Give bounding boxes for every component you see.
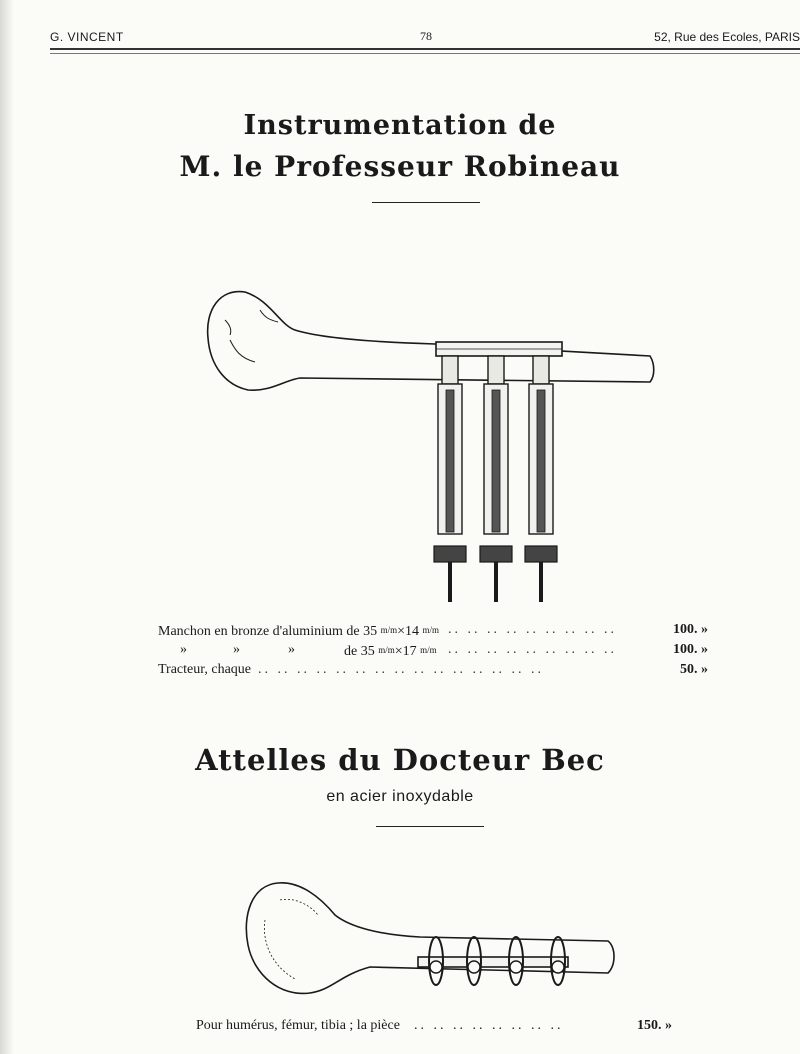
bone-clamp-illustration <box>200 280 660 610</box>
splint-price: 150. » <box>637 1018 672 1033</box>
item3-desc: Tracteur, chaque <box>158 662 251 677</box>
price-row-3 <box>158 660 708 680</box>
clamp-tractor <box>480 356 512 602</box>
clamp-group <box>434 356 557 602</box>
header-rule <box>50 48 800 54</box>
section1-title-line2: M. le Professeur Robineau <box>179 150 621 183</box>
leader-dots: .. .. .. .. .. .. .. .. .. <box>448 622 617 637</box>
item1-price: 100. » <box>673 622 708 637</box>
leader-dots: .. .. .. .. .. .. .. .. .. .. .. .. .. .. .. <box>258 662 544 677</box>
clamp-tractor <box>525 356 557 602</box>
clamp-tractor <box>434 356 466 602</box>
publisher-address: 52, Rue des Ecoles, PARIS <box>654 30 800 44</box>
page-number: 78 <box>420 29 432 43</box>
item2-unit2: m/m <box>420 645 437 655</box>
item2-price: 100. » <box>673 642 708 657</box>
ditto-mark: » <box>180 642 187 657</box>
section2-title: Attelles du Docteur Bec <box>195 743 605 777</box>
section1-divider <box>372 202 480 203</box>
price-row-1 <box>158 620 708 640</box>
ditto-mark: » <box>233 642 240 657</box>
item2-unit1: m/m <box>378 645 395 655</box>
section2-price-row <box>196 1016 672 1036</box>
item1-unit1: m/m <box>380 625 398 635</box>
item1-unit2: m/m <box>422 625 440 635</box>
splint-desc: Pour humérus, fémur, tibia ; la pièce <box>196 1018 400 1033</box>
section1-price-list <box>158 620 708 680</box>
bone-splint-illustration <box>240 875 620 1005</box>
page-header <box>50 30 800 50</box>
section1-title-line1: Instrumentation de <box>243 110 557 141</box>
item2-mid: ×17 <box>394 644 421 659</box>
leader-dots: .. .. .. .. .. .. .. .. <box>414 1018 564 1033</box>
ditto-mark: » <box>288 642 295 657</box>
item1-mid: ×14 <box>397 624 423 639</box>
item1-desc: Manchon en bronze d'aluminium de 35 <box>158 624 381 639</box>
publisher-name: G. VINCENT <box>50 30 124 44</box>
section2-divider <box>376 826 484 827</box>
item2-desc: de 35 <box>344 644 379 659</box>
leader-dots: .. .. .. .. .. .. .. .. .. <box>448 642 617 657</box>
price-row-2 <box>158 640 708 660</box>
section2-subtitle: en acier inoxydable <box>326 788 474 805</box>
item3-price: 50. » <box>680 662 708 677</box>
